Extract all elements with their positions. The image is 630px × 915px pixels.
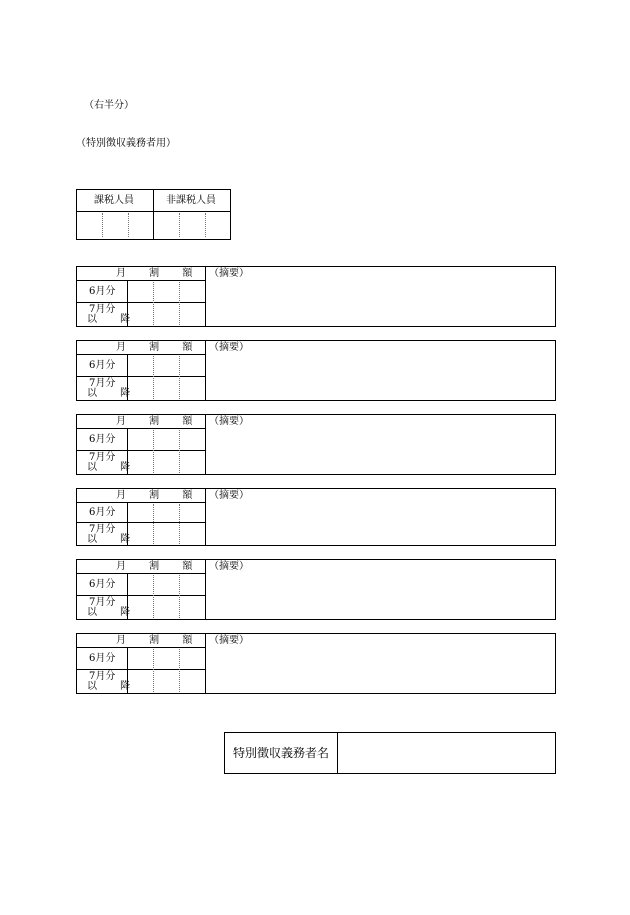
- onward-label: 以 降: [87, 388, 141, 399]
- june-label: 6月分: [89, 434, 116, 445]
- july-amount-input[interactable]: [128, 670, 205, 693]
- collector-name-label: 特別徴収義務者名: [233, 746, 330, 760]
- non-taxable-staff-input[interactable]: [154, 212, 230, 239]
- remarks-label: （摘要）: [209, 268, 249, 279]
- july-label: 7月分: [89, 378, 116, 389]
- july-amount-input[interactable]: [128, 303, 205, 326]
- june-amount-input[interactable]: [128, 574, 205, 595]
- onward-label: 以 降: [87, 314, 141, 325]
- monthly-amount-label: 月 割 額: [116, 268, 203, 279]
- remarks-input[interactable]: [206, 502, 555, 545]
- june-amount-input[interactable]: [128, 648, 205, 669]
- june-label: 6月分: [89, 653, 116, 664]
- june-amount-input[interactable]: [128, 429, 205, 450]
- july-amount-input[interactable]: [128, 451, 205, 474]
- non-taxable-staff-label: 非課税人員: [166, 195, 216, 206]
- july-amount-input[interactable]: [128, 523, 205, 545]
- usage-label: （特別徴収義務者用）: [76, 138, 176, 149]
- remarks-label: （摘要）: [209, 416, 249, 427]
- onward-label: 以 降: [87, 607, 141, 618]
- june-label: 6月分: [89, 360, 116, 371]
- taxable-staff-label: 課税人員: [94, 195, 134, 206]
- remarks-input[interactable]: [206, 428, 555, 474]
- remarks-input[interactable]: [206, 647, 555, 693]
- onward-label: 以 降: [87, 462, 141, 473]
- page-side-label: （右半分）: [84, 100, 134, 111]
- remarks-label: （摘要）: [209, 490, 249, 501]
- july-label: 7月分: [89, 452, 116, 463]
- remarks-label: （摘要）: [209, 635, 249, 646]
- june-label: 6月分: [89, 507, 116, 518]
- monthly-amount-label: 月 割 額: [116, 635, 203, 646]
- collector-name-input[interactable]: [338, 733, 555, 773]
- july-label: 7月分: [89, 671, 116, 682]
- remarks-input[interactable]: [206, 354, 555, 400]
- june-amount-input[interactable]: [128, 503, 205, 522]
- monthly-amount-label: 月 割 額: [116, 342, 203, 353]
- monthly-amount-label: 月 割 額: [116, 490, 203, 501]
- remarks-label: （摘要）: [209, 561, 249, 572]
- taxable-staff-input[interactable]: [77, 212, 152, 239]
- remarks-label: （摘要）: [209, 342, 249, 353]
- july-amount-input[interactable]: [128, 377, 205, 400]
- june-amount-input[interactable]: [128, 355, 205, 376]
- june-label: 6月分: [89, 286, 116, 297]
- july-amount-input[interactable]: [128, 596, 205, 619]
- july-label: 7月分: [89, 597, 116, 608]
- remarks-input[interactable]: [206, 280, 555, 326]
- onward-label: 以 降: [87, 534, 141, 545]
- onward-label: 以 降: [87, 681, 141, 692]
- july-label: 7月分: [89, 304, 116, 315]
- july-label: 7月分: [89, 524, 116, 535]
- june-label: 6月分: [89, 579, 116, 590]
- remarks-input[interactable]: [206, 573, 555, 619]
- monthly-amount-label: 月 割 額: [116, 416, 203, 427]
- monthly-amount-label: 月 割 額: [116, 561, 203, 572]
- june-amount-input[interactable]: [128, 281, 205, 302]
